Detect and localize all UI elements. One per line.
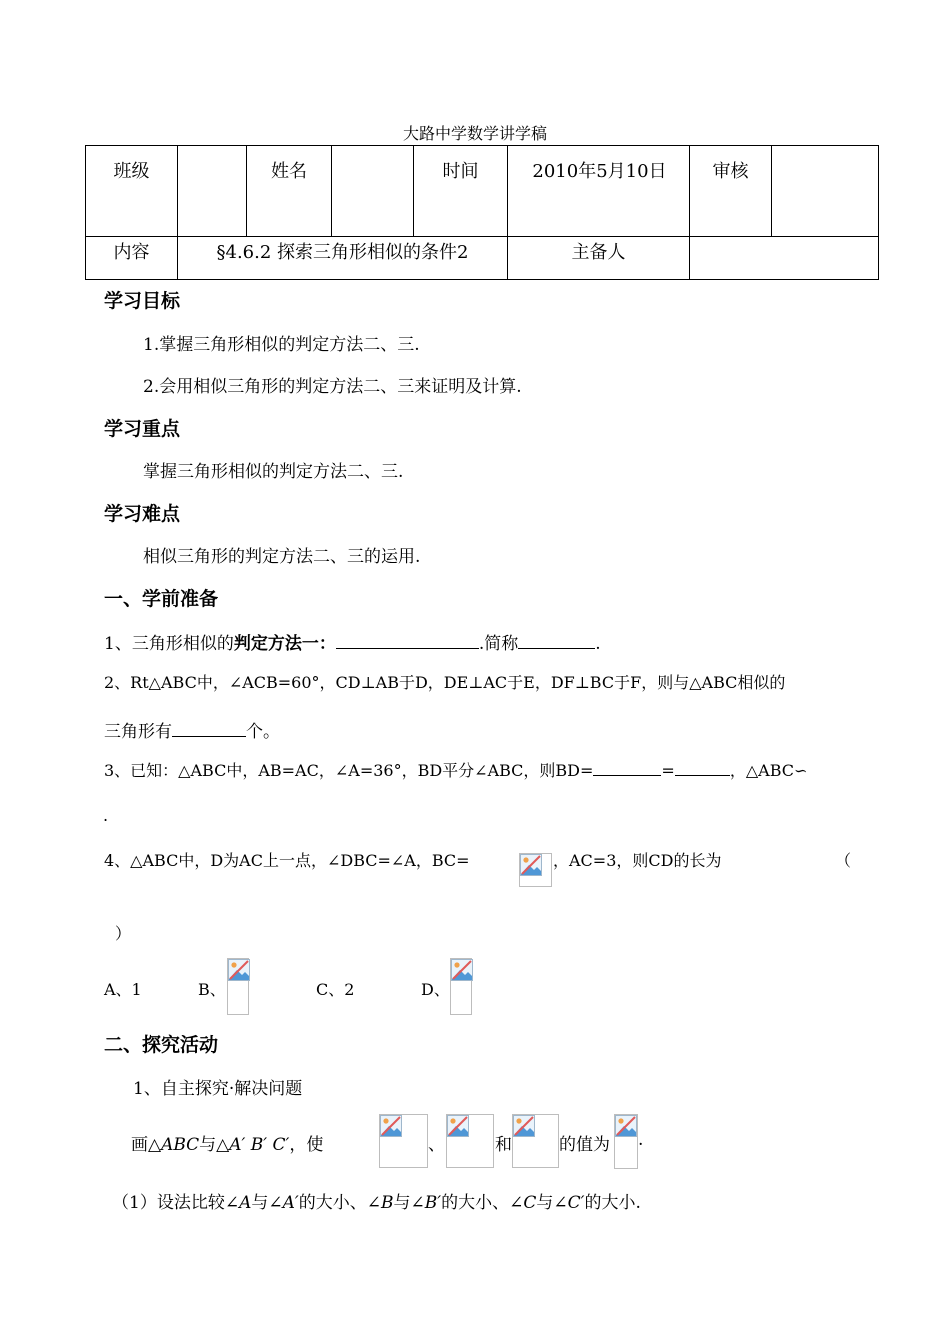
paren-close: ） [115, 924, 132, 943]
value-time: 2010年5月10日 [508, 146, 690, 237]
option-d: D、 [421, 980, 450, 999]
question-4: 4、△ABC中，D为AC上一点，∠DBC=∠A，BC= [104, 851, 470, 870]
value-review [772, 146, 879, 237]
draw-sep1: 、 [428, 1135, 445, 1155]
section2-sub1: 1、自主探究·解决问题 [133, 1079, 303, 1099]
goal-item-1: 1.掌握三角形相似的判定方法二、三. [143, 335, 420, 355]
draw-end: . [638, 1130, 644, 1150]
question-4-cont: ，AC=3，则CD的长为 [553, 851, 722, 870]
answer-blank[interactable] [593, 759, 661, 776]
q1-bold: 判定方法一： [233, 634, 336, 654]
value-class [178, 146, 247, 237]
paren-open: （ [835, 851, 852, 870]
difficulties-heading: 学习难点 [104, 503, 181, 525]
draw-line-a: 画△ABC与△A′ B′ C′，使 [131, 1135, 324, 1155]
broken-image-icon [379, 1114, 428, 1168]
question-2-line1: 2、Rt△ABC中，∠ACB=60°，CD⊥AB于D，DE⊥AC于E，DF⊥BC于F，则与△ABC相似的 [104, 673, 786, 692]
header-table [85, 145, 879, 280]
broken-image-icon [519, 853, 552, 887]
label-class: 班级 [86, 146, 178, 237]
answer-blank[interactable] [172, 720, 246, 737]
label-review: 审核 [690, 146, 772, 237]
question-1: 1、三角形相似的判定方法一： .简称 . [104, 634, 601, 654]
answer-blank[interactable] [336, 632, 479, 649]
question-2-line2: 三角形有 个。 [104, 722, 280, 742]
question-3: 3、已知：△ABC中，AB=AC，∠A=36°，BD平分∠ABC，则BD= = ，△ABC∽ [104, 761, 808, 780]
label-content: 内容 [86, 237, 178, 280]
label-name: 姓名 [247, 146, 332, 237]
key-points-text: 掌握三角形相似的判定方法二、三. [143, 462, 404, 482]
section2-heading: 二、探究活动 [104, 1034, 219, 1056]
broken-image-icon [450, 958, 472, 1015]
answer-blank[interactable] [675, 759, 730, 776]
option-b: B、 [198, 980, 226, 999]
goal-item-2: 2.会用相似三角形的判定方法二、三来证明及计算. [143, 377, 522, 397]
broken-image-icon [512, 1114, 559, 1168]
question-3-line2: . [103, 806, 109, 825]
value-preparer [690, 237, 879, 280]
compare-question: （1）设法比较∠A与∠A′的大小、∠B与∠B′的大小、∠C与∠C′的大小. [112, 1193, 641, 1213]
value-name [332, 146, 414, 237]
draw-line-b: 的值为 [559, 1135, 610, 1155]
section1-heading: 一、学前准备 [104, 588, 219, 610]
broken-image-icon [446, 1114, 494, 1168]
broken-image-icon [227, 958, 249, 1015]
label-time: 时间 [414, 146, 508, 237]
document-title: 大路中学数学讲学稿 [402, 124, 547, 143]
difficulties-text: 相似三角形的判定方法二、三的运用. [143, 547, 421, 567]
goals-heading: 学习目标 [104, 290, 181, 312]
draw-sep2: 和 [495, 1135, 512, 1155]
answer-blank[interactable] [518, 632, 595, 649]
broken-image-icon [614, 1114, 638, 1169]
key-points-heading: 学习重点 [104, 418, 181, 440]
label-preparer: 主备人 [508, 237, 690, 280]
value-content: §4.6.2 探索三角形相似的条件2 [178, 237, 508, 280]
option-a: A、1 [104, 980, 142, 999]
option-c: C、2 [316, 980, 355, 999]
